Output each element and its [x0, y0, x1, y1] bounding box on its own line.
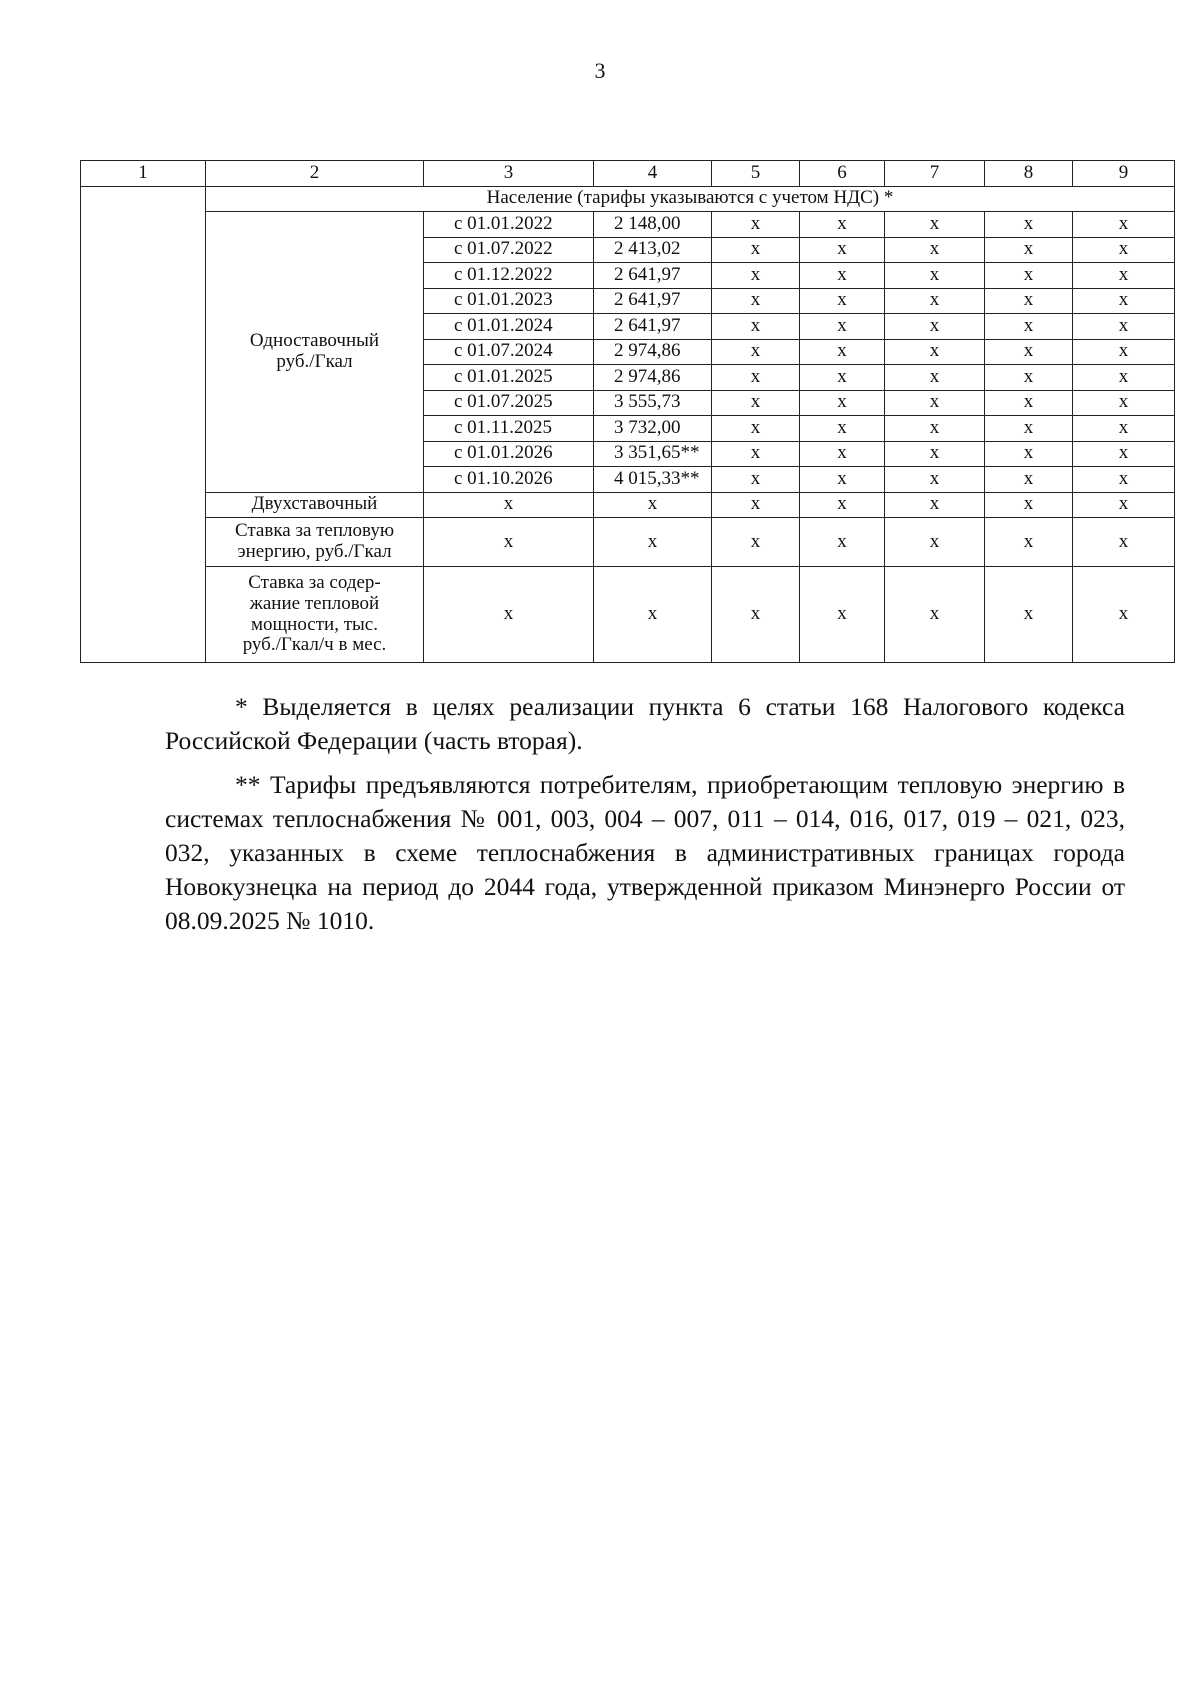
x-cell: х — [985, 390, 1073, 416]
date-cell: с 01.11.2025 — [424, 416, 594, 442]
x-cell: х — [594, 518, 712, 567]
x-cell: х — [985, 288, 1073, 314]
x-cell: х — [885, 237, 985, 263]
x-cell: х — [800, 390, 885, 416]
single-rate-label-line: руб./Гкал — [276, 350, 353, 372]
tariff-value-cell: 4 015,33** — [594, 467, 712, 493]
date-cell: с 01.07.2022 — [424, 237, 594, 263]
date-cell: с 01.07.2025 — [424, 390, 594, 416]
x-cell: х — [985, 365, 1073, 391]
x-cell: х — [800, 237, 885, 263]
x-cell: х — [985, 212, 1073, 238]
group-title: Население (тарифы указываются с учетом НДС) * — [206, 186, 1175, 212]
group-title-row — [81, 186, 1175, 212]
x-cell: х — [885, 390, 985, 416]
date-cell: с 01.01.2024 — [424, 314, 594, 340]
capacity-rate-row-label — [206, 567, 424, 663]
x-cell: х — [885, 314, 985, 340]
x-cell: х — [712, 314, 800, 340]
date-cell: с 01.01.2025 — [424, 365, 594, 391]
empty-column-one-cell — [81, 186, 206, 663]
tariff-value-cell: 2 641,97 — [594, 314, 712, 340]
x-cell: х — [985, 416, 1073, 442]
date-cell: с 01.12.2022 — [424, 263, 594, 289]
footnotes — [165, 690, 1125, 948]
x-cell: х — [800, 212, 885, 238]
x-cell: х — [1073, 492, 1175, 518]
x-cell: х — [1073, 314, 1175, 340]
x-cell: х — [712, 365, 800, 391]
col-number: 4 — [594, 161, 712, 187]
column-number-row — [81, 161, 1175, 187]
x-cell: х — [800, 288, 885, 314]
footnote-vat: * Выделяется в целях реализации пункта 6 статьи 168 Налогового кодекса Российской Федерации (часть вторая). — [165, 692, 1125, 755]
x-cell: х — [1073, 567, 1175, 663]
two-rate-row — [81, 492, 1175, 518]
date-cell: с 01.07.2024 — [424, 339, 594, 365]
x-cell: х — [885, 263, 985, 289]
x-cell: х — [594, 567, 712, 663]
tariff-value-cell: 2 641,97 — [594, 263, 712, 289]
x-cell: х — [985, 567, 1073, 663]
x-cell: х — [424, 567, 594, 663]
tariff-value-cell: 2 974,86 — [594, 365, 712, 391]
x-cell: х — [712, 567, 800, 663]
x-cell: х — [885, 416, 985, 442]
x-cell: х — [712, 441, 800, 467]
x-cell: х — [800, 567, 885, 663]
date-cell: с 01.01.2026 — [424, 441, 594, 467]
heat-energy-rate-row — [81, 518, 1175, 567]
x-cell: х — [985, 441, 1073, 467]
x-cell: х — [712, 467, 800, 493]
tariff-value-cell: 2 413,02 — [594, 237, 712, 263]
x-cell: х — [800, 416, 885, 442]
x-cell: х — [712, 212, 800, 238]
x-cell: х — [1073, 365, 1175, 391]
col-number: 6 — [800, 161, 885, 187]
x-cell: х — [800, 314, 885, 340]
x-cell: х — [800, 365, 885, 391]
footnote-systems: ** Тарифы предъявляются потребителям, приобретающим тепловую энергию в системах теплоснабжения № 001, 003, 004 – 007, 011 – 014, 016, 017, 019 – 021, 023, 032, указанных в схеме теплоснабжения в административных границах города Новокузнецка на период до 2044 года, утвержденной приказом Минэнерго России от 08.09.2025 № 1010. — [165, 770, 1125, 935]
tariff-row — [81, 212, 1175, 238]
two-rate-row-label-line: Двухставочный — [251, 493, 378, 515]
x-cell: х — [985, 467, 1073, 493]
x-cell: х — [712, 237, 800, 263]
x-cell: х — [985, 237, 1073, 263]
x-cell: х — [1073, 339, 1175, 365]
capacity-rate-row-label-line: Ставка за содер- — [248, 571, 381, 593]
single-rate-label — [206, 212, 424, 493]
x-cell: х — [985, 518, 1073, 567]
x-cell: х — [800, 518, 885, 567]
x-cell: х — [985, 492, 1073, 518]
col-number: 8 — [985, 161, 1073, 187]
tariff-value-cell: 3 351,65** — [594, 441, 712, 467]
two-rate-row-label — [206, 492, 424, 518]
tariff-value-cell: 2 641,97 — [594, 288, 712, 314]
x-cell: х — [985, 263, 1073, 289]
x-cell: х — [885, 212, 985, 238]
x-cell: х — [1073, 237, 1175, 263]
heat-energy-rate-row-label-line: энергию, руб./Гкал — [237, 541, 392, 562]
x-cell: х — [885, 441, 985, 467]
x-cell: х — [1073, 416, 1175, 442]
tariff-value-cell: 3 732,00 — [594, 416, 712, 442]
x-cell: х — [885, 567, 985, 663]
x-cell: х — [1073, 288, 1175, 314]
x-cell: х — [1073, 212, 1175, 238]
x-cell: х — [1073, 263, 1175, 289]
x-cell: х — [424, 518, 594, 567]
x-cell: х — [1073, 518, 1175, 567]
x-cell: х — [712, 416, 800, 442]
x-cell: х — [800, 467, 885, 493]
capacity-rate-row — [81, 567, 1175, 663]
x-cell: х — [424, 492, 594, 518]
date-cell: с 01.10.2026 — [424, 467, 594, 493]
date-cell: с 01.01.2023 — [424, 288, 594, 314]
tariff-value-cell: 2 148,00 — [594, 212, 712, 238]
x-cell: х — [800, 441, 885, 467]
x-cell: х — [885, 518, 985, 567]
x-cell: х — [885, 492, 985, 518]
tariff-table — [80, 160, 1175, 663]
x-cell: х — [712, 492, 800, 518]
x-cell: х — [985, 339, 1073, 365]
capacity-rate-row-label-line: жание тепловой — [249, 592, 380, 614]
x-cell: х — [712, 288, 800, 314]
single-rate-label-line: Одноставочный — [249, 329, 380, 351]
date-cell: с 01.01.2022 — [424, 212, 594, 238]
page-number: 3 — [594, 58, 606, 83]
x-cell: х — [594, 492, 712, 518]
x-cell: х — [712, 263, 800, 289]
col-number: 1 — [81, 161, 206, 187]
x-cell: х — [712, 339, 800, 365]
capacity-rate-row-label-line: мощности, тыс. — [251, 613, 378, 635]
x-cell: х — [985, 314, 1073, 340]
col-number: 3 — [424, 161, 594, 187]
x-cell: х — [1073, 467, 1175, 493]
col-number: 5 — [712, 161, 800, 187]
col-number: 2 — [206, 161, 424, 187]
x-cell: х — [1073, 441, 1175, 467]
x-cell: х — [885, 467, 985, 493]
x-cell: х — [885, 339, 985, 365]
x-cell: х — [800, 339, 885, 365]
capacity-rate-row-label-line: руб./Гкал/ч в мес. — [242, 634, 387, 656]
heat-energy-rate-row-label — [206, 518, 424, 567]
x-cell: х — [800, 492, 885, 518]
x-cell: х — [885, 365, 985, 391]
x-cell: х — [712, 390, 800, 416]
tariff-value-cell: 2 974,86 — [594, 339, 712, 365]
x-cell: х — [712, 518, 800, 567]
x-cell: х — [885, 288, 985, 314]
col-number: 9 — [1073, 161, 1175, 187]
x-cell: х — [1073, 390, 1175, 416]
tariff-value-cell: 3 555,73 — [594, 390, 712, 416]
heat-energy-rate-row-label-line: Ставка за тепловую — [234, 520, 395, 542]
x-cell: х — [800, 263, 885, 289]
col-number: 7 — [885, 161, 985, 187]
